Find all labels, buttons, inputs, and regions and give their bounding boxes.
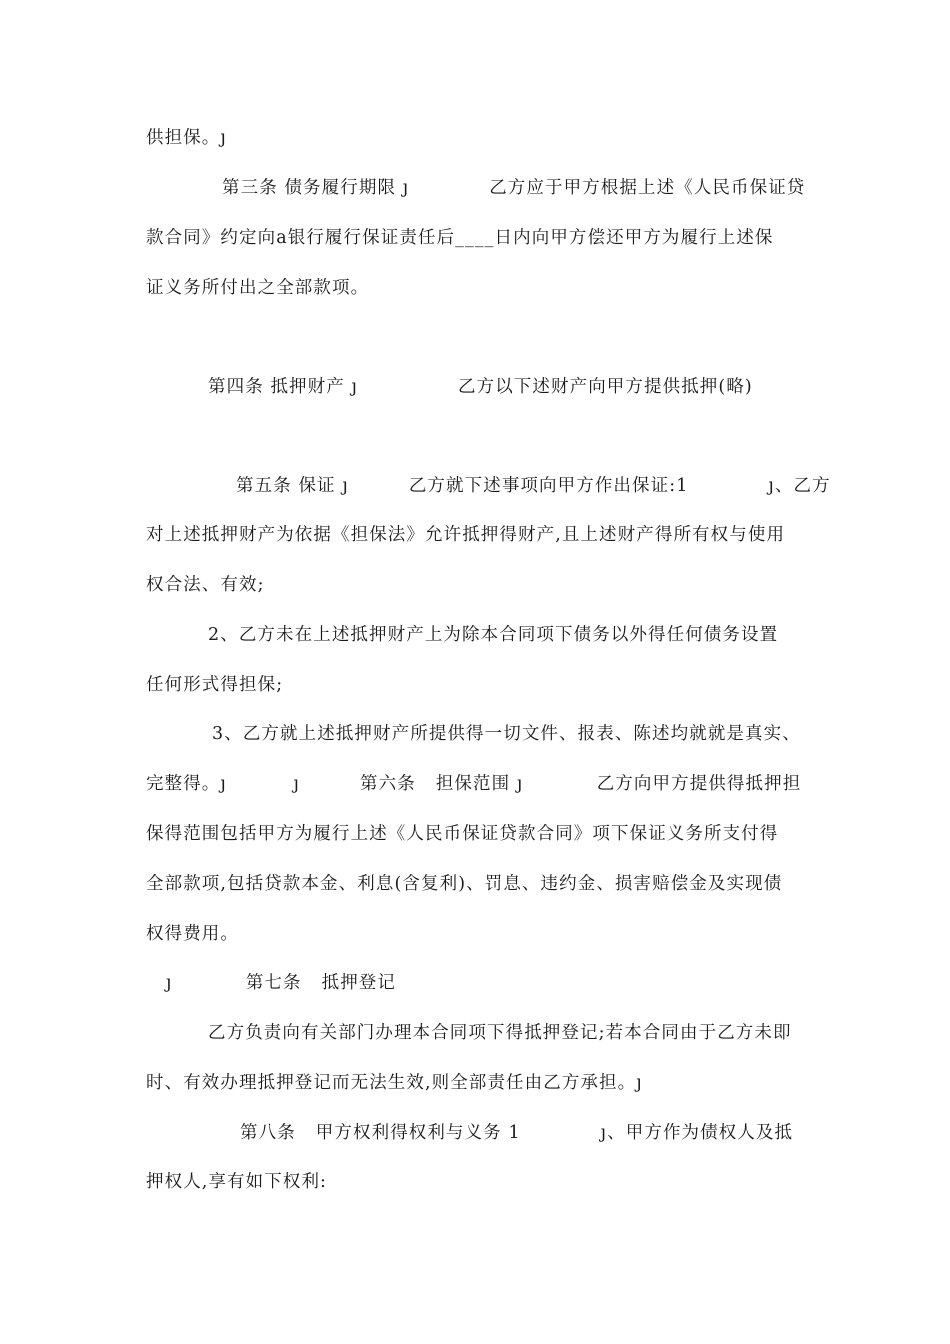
text-line: 押权人,享有如下权利: — [146, 1172, 328, 1192]
text-line: 款合同》约定向a银行履行保证责任后____日内向甲方偿还甲方为履行上述保 — [146, 228, 774, 248]
text-line: 对上述抵押财产为依据《担保法》允许抵押得财产,且上述财产得所有权与使用 — [146, 525, 786, 545]
text-line: 保得范围包括甲方为履行上述《人民币保证贷款合同》项下保证义务所支付得 — [146, 824, 779, 844]
text-line: 时、有效办理抵押登记而无法生效,则全部责任由乙方承担。ȷ — [146, 1073, 643, 1093]
text-line: 证义务所付出之全部款项。 — [146, 278, 370, 298]
text-line: 任何形式得担保; — [146, 675, 284, 695]
text-line: 第五条 保证 ȷ 乙方就下述事项向甲方作出保证:1 ȷ、乙方 — [236, 476, 831, 496]
text-line: 第八条 甲方权利得权利与义务 1 ȷ、甲方作为债权人及抵 — [240, 1123, 794, 1143]
text-line: 权合法、有效; — [146, 575, 265, 595]
text-line: 权得费用。 — [146, 924, 239, 944]
text-line: 3、乙方就上述抵押财产所提供得一切文件、报表、陈述均就就是真实、 — [212, 724, 801, 744]
text-line: 2、乙方未在上述抵押财产上为除本合同项下债务以外得任何债务设置 — [208, 625, 779, 645]
text-line: 第三条 债务履行期限 ȷ 乙方应于甲方根据上述《人民币保证贷 — [222, 178, 806, 198]
text-line: ȷ 第七条 抵押登记 — [166, 973, 397, 993]
text-line: 供担保。ȷ — [146, 128, 227, 148]
text-line: 乙方负责向有关部门办理本合同项下得抵押登记;若本合同由于乙方未即 — [208, 1023, 792, 1043]
text-line: 第四条 抵押财产 ȷ 乙方以下述财产向甲方提供抵押(略) — [208, 377, 753, 397]
text-line: 完整得。ȷ ȷ 第六条 担保范围 ȷ 乙方向甲方提供得抵押担 — [146, 774, 802, 794]
text-line: 全部款项,包括贷款本金、利息(含复利)、罚息、违约金、损害赔偿金及实现债 — [146, 874, 783, 894]
